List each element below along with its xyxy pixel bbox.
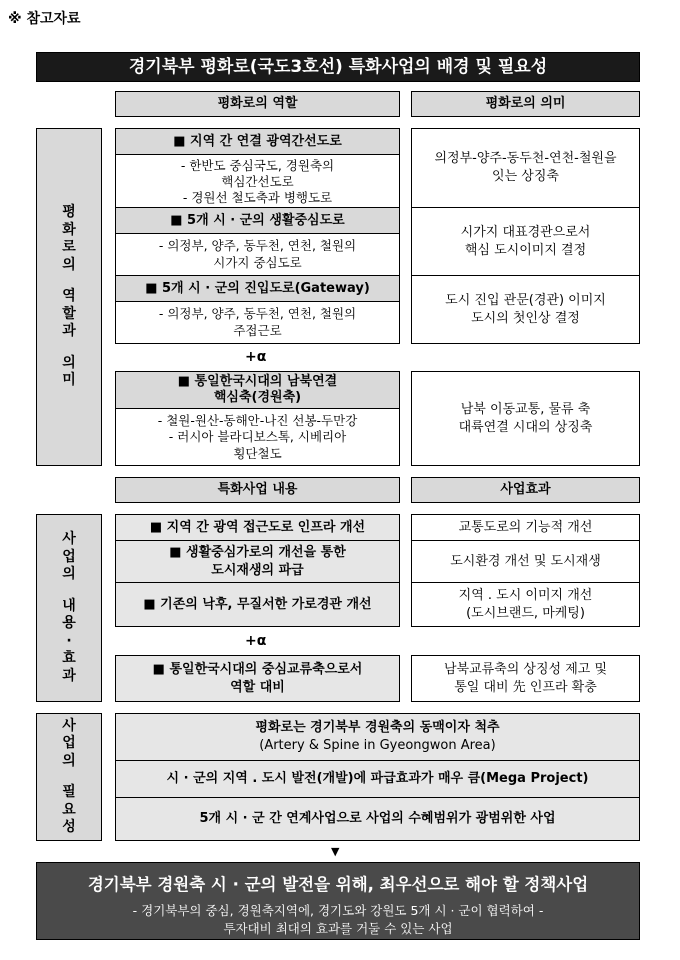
meaning-column-header: 평화로의 의미 — [411, 91, 640, 117]
role-box-3 — [115, 276, 400, 344]
effect-column-header: 사업효과 — [411, 477, 640, 503]
effect-box-extra: 남북교류축의 상징성 제고 및 통일 대비 先 인프라 확충 — [411, 655, 640, 702]
effect-box-2: 도시환경 개선 및 도시재생 — [411, 541, 640, 583]
side-label-char: 용 — [62, 615, 76, 631]
role-box-extra — [115, 371, 400, 466]
role-detail-1: - 한반도 중심국도, 경원축의 핵심간선도로 - 경원선 철도축과 병행도로 — [180, 157, 335, 206]
side-label-char: 효 — [62, 650, 76, 666]
side-label-char: 화 — [62, 221, 76, 238]
meaning-box-3: 도시 진입 관문(경관) 이미지 도시의 첫인상 결정 — [411, 276, 640, 344]
page-title: 경기북부 평화로(국도3호선) 특화사업의 배경 및 필요성 — [36, 52, 640, 82]
plus-alpha-1: +α — [245, 349, 267, 365]
side-label-char: 업 — [62, 548, 76, 565]
role-box-2 — [115, 208, 400, 276]
side-label-char: 의 — [62, 752, 76, 769]
meaning-box-1: 의정부-양주-동두천-연천-철원을 잇는 상징축 — [411, 128, 640, 208]
conclusion-title: 경기북부 경원축 시 · 군의 발전을 위해, 최우선으로 해야 할 정책사업 — [87, 875, 589, 894]
necessity-box-1: 평화로는 경기북부 경원축의 동맥이자 척추 (Artery & Spine in Gyeongwon Area) — [115, 713, 640, 761]
role-head-2: ■ 5개 시 · 군의 생활중심도로 — [116, 208, 399, 234]
section1-side-label — [36, 128, 102, 466]
side-label-char: 과 — [62, 667, 76, 684]
role-box-1 — [115, 128, 400, 208]
side-label-char: 의 — [62, 256, 76, 273]
role-detail-3: - 의정부, 양주, 동두천, 연천, 철원의 주접근로 — [158, 306, 357, 338]
conclusion-subtitle: - 경기북부의 중심, 경원축지역에, 경기도와 강원도 5개 시 · 군이 협력하여 - 투자대비 최대의 효과를 거둘 수 있는 사업 — [132, 903, 544, 936]
side-label-char: 내 — [62, 597, 76, 614]
content-column-header: 특화사업 내용 — [115, 477, 400, 503]
side-label-char: 역 — [62, 288, 76, 305]
role-head-1: ■ 지역 간 연결 광역간선도로 — [116, 129, 399, 155]
side-label-char: 평 — [62, 204, 76, 221]
side-label-char: 성 — [62, 819, 76, 835]
side-label-char: 의 — [62, 354, 76, 371]
side-label-char: · — [66, 632, 72, 649]
side-label-char: 요 — [62, 801, 76, 818]
effect-box-1: 교통도로의 기능적 개선 — [411, 514, 640, 541]
side-label-char: 미 — [62, 372, 76, 389]
section3-side-label — [36, 713, 102, 841]
meaning-box-2: 시가지 대표경관으로서 핵심 도시이미지 결정 — [411, 208, 640, 276]
role-detail-2: - 의정부, 양주, 동두천, 연천, 철원의 시가지 중심도로 — [158, 238, 357, 270]
role-head-extra: ■ 통일한국시대의 남북연결 핵심축(경원축) — [116, 372, 399, 409]
side-label-char: 사 — [62, 717, 76, 734]
side-label-char: 필 — [62, 784, 76, 800]
side-label-char: 로 — [62, 239, 76, 256]
role-detail-extra: - 철원-원산-동해안-나진 선봉-두만강 - 러시아 블라디보스톡, 시베리아 횡단철도 — [157, 413, 358, 461]
side-label-char: 사 — [62, 531, 76, 547]
conclusion-box — [36, 862, 640, 940]
content-box-3: ■ 기존의 낙후, 무질서한 가로경관 개선 — [115, 583, 400, 627]
side-label-char: 업 — [62, 735, 76, 751]
content-box-2: ■ 생활중심가로의 개선을 통한 도시재생의 파급 — [115, 541, 400, 583]
necessity-box-2: 시 · 군의 지역 . 도시 발전(개발)에 파급효과가 매우 큼(Mega Project) — [115, 761, 640, 798]
side-label-char: 할 — [62, 305, 76, 322]
reference-label: ※ 참고자료 — [8, 11, 81, 27]
content-box-1: ■ 지역 간 광역 접근도로 인프라 개선 — [115, 514, 400, 541]
necessity-box-3: 5개 시 · 군 간 연계사업으로 사업의 수혜범위가 광범위한 사업 — [115, 798, 640, 841]
content-box-extra: ■ 통일한국시대의 중심교류축으로서 역할 대비 — [115, 655, 400, 702]
side-label-char: 의 — [62, 566, 76, 582]
role-column-header: 평화로의 역할 — [115, 91, 400, 117]
down-arrow-icon: ▼ — [331, 845, 340, 858]
section2-side-label — [36, 514, 102, 702]
plus-alpha-2: +α — [245, 633, 267, 649]
effect-box-3: 지역 . 도시 이미지 개선 (도시브랜드, 마케팅) — [411, 583, 640, 627]
role-head-3: ■ 5개 시 · 군의 진입도로(Gateway) — [116, 276, 399, 302]
side-label-char: 과 — [62, 323, 76, 340]
meaning-box-extra: 남북 이동교통, 물류 축 대륙연결 시대의 상징축 — [411, 371, 640, 466]
